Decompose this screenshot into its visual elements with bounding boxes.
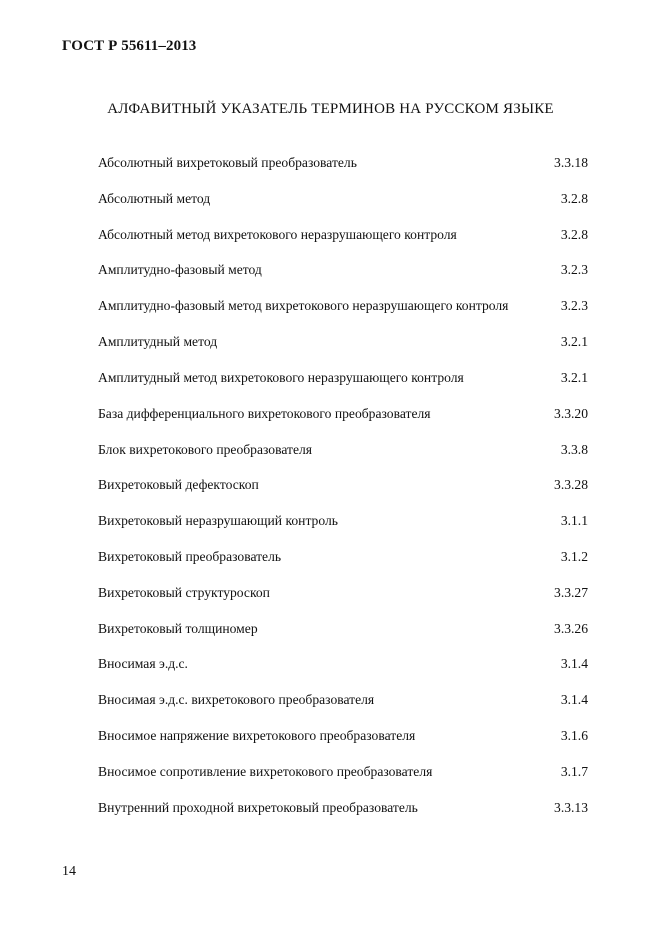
index-entry xyxy=(98,155,588,191)
index-entry xyxy=(98,764,588,800)
index-entry xyxy=(98,477,588,513)
entry-reference: 3.2.3 xyxy=(560,262,588,278)
entry-reference: 3.3.13 xyxy=(554,799,588,815)
index-entry xyxy=(98,513,588,549)
index-entry xyxy=(98,298,588,334)
entry-term: Вихретоковый толщиномер xyxy=(98,620,258,636)
index-entry xyxy=(98,621,588,657)
entry-reference: 3.1.4 xyxy=(560,656,588,672)
index-entry xyxy=(98,262,588,298)
index-entry xyxy=(98,442,588,478)
index-entry xyxy=(98,656,588,692)
entry-reference: 3.1.7 xyxy=(560,763,588,779)
entry-reference: 3.3.26 xyxy=(554,620,588,636)
index-entry xyxy=(98,549,588,585)
entry-reference: 3.1.6 xyxy=(560,727,588,743)
entry-term: Блок вихретокового преобразователя xyxy=(98,441,313,457)
entry-term: Вихретоковый дефектоскоп xyxy=(98,477,259,493)
entry-reference: 3.2.1 xyxy=(560,369,588,385)
entry-reference: 3.1.2 xyxy=(560,548,588,564)
index-entry xyxy=(98,227,588,263)
entry-reference: 3.3.8 xyxy=(560,441,588,457)
entry-term: Амплитудно-фазовый метод xyxy=(98,262,262,278)
entry-term: Амплитудный метод xyxy=(98,334,218,350)
index-entry xyxy=(98,334,588,370)
index-title: АЛФАВИТНЫЙ УКАЗАТЕЛЬ ТЕРМИНОВ НА РУССКОМ ЯЗЫКЕ xyxy=(107,101,554,117)
entry-term: Абсолютный вихретоковый преобразователь xyxy=(98,155,357,170)
entry-reference: 3.2.8 xyxy=(560,226,588,242)
index-entry-list xyxy=(98,155,588,835)
entry-term: Абсолютный метод вихретокового неразрушающего контроля xyxy=(98,226,457,242)
index-entry xyxy=(98,728,588,764)
entry-term: Вихретоковый неразрушающий контроль xyxy=(98,513,338,529)
entry-term: Абсолютный метод xyxy=(98,190,211,206)
entry-term: Внутренний проходной вихретоковый преобразователь xyxy=(98,799,418,815)
index-entry xyxy=(98,585,588,621)
entry-reference: 3.1.1 xyxy=(560,513,588,529)
entry-reference: 3.3.20 xyxy=(554,405,588,421)
entry-term: Амплитудно-фазовый метод вихретокового неразрушающего контроля xyxy=(98,298,509,314)
entry-term: Вихретоковый преобразователь xyxy=(98,548,282,564)
entry-term: Амплитудный метод вихретокового неразрушающего контроля xyxy=(98,369,464,385)
entry-reference: 3.3.18 xyxy=(554,155,588,170)
entry-reference: 3.2.1 xyxy=(560,334,588,350)
page-number: 14 xyxy=(62,864,76,879)
entry-reference: 3.3.27 xyxy=(554,584,588,600)
index-entry xyxy=(98,191,588,227)
entry-reference: 3.1.4 xyxy=(560,692,588,708)
index-entry xyxy=(98,800,588,836)
document-header: ГОСТ Р 55611–2013 xyxy=(62,38,197,54)
entry-reference: 3.3.28 xyxy=(554,477,588,493)
entry-term: База дифференциального вихретокового преобразователя xyxy=(98,405,431,421)
entry-reference: 3.2.3 xyxy=(560,298,588,314)
entry-term: Вносимое сопротивление вихретокового преобразователя xyxy=(98,763,433,779)
entry-reference: 3.2.8 xyxy=(560,190,588,206)
entry-term: Вносимое напряжение вихретокового преобразователя xyxy=(98,727,416,743)
entry-term: Вносимая э.д.с. вихретокового преобразователя xyxy=(98,692,375,708)
index-entry xyxy=(98,692,588,728)
entry-term: Вихретоковый структуроскоп xyxy=(98,584,270,600)
index-entry xyxy=(98,370,588,406)
entry-term: Вносимая э.д.с. xyxy=(98,656,188,672)
index-entry xyxy=(98,406,588,442)
